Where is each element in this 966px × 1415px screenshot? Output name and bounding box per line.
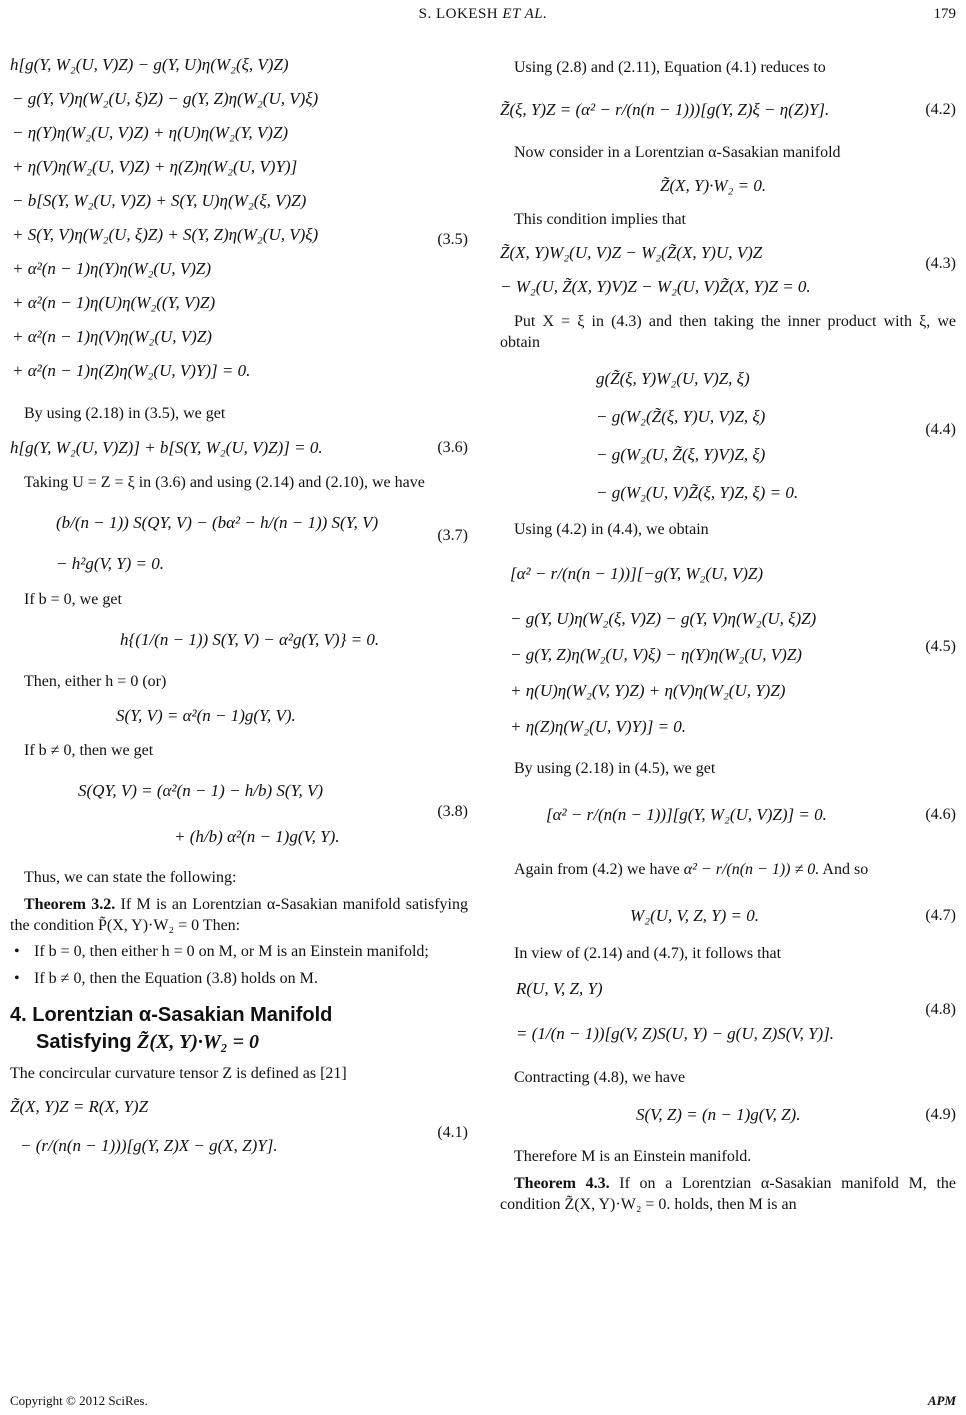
eq45-number: (4.5) xyxy=(925,637,956,655)
eq-h0-body: S(Y, V) = α²(n − 1)g(Y, V). xyxy=(116,706,296,726)
eq35-line: + η(V)η(W₂(U, V)Z) + η(Z)η(W₂(U, V)Y)] xyxy=(12,157,298,176)
section-subtitle-equation: Z̃(X, Y)·W₂ = 0 xyxy=(137,1030,260,1053)
running-header xyxy=(0,6,966,23)
eq47-number: (4.7) xyxy=(925,906,956,924)
eq48-line: = (1/(n − 1))[g(V, Z)S(U, Y) − g(U, Z)S(V, Y)]. xyxy=(516,1024,835,1044)
eq45-line: + η(U)η(W₂(V, Y)Z) + η(V)η(W₂(U, Y)Z) xyxy=(510,680,786,700)
section-title-line: 4. Lorentzian α-Sasakian Manifold xyxy=(10,1003,333,1026)
eq41-line: Z̃(X, Y)Z = R(X, Y)Z xyxy=(10,1096,149,1116)
equation-b-zero xyxy=(10,616,468,664)
eq38-line: S(QY, V) = (α²(n − 1) − h/b) S(Y, V) xyxy=(78,780,324,800)
eq46-number: (4.6) xyxy=(925,805,956,823)
eq47-body: W₂(U, V, Z, Y) = 0. xyxy=(630,905,759,925)
header-etal: ET AL. xyxy=(502,6,548,22)
paragraph: If b = 0, we get xyxy=(24,590,122,608)
eq36-body: h[g(Y, W₂(U, V)Z)] + b[S(Y, W₂(U, V)Z)] = 0. xyxy=(10,437,323,457)
eq43-line: − W₂(U, Z̃(X, Y)V)Z − W₂(U, V)Z̃(X, Y)Z = 0. xyxy=(500,277,811,297)
section-subtitle-prefix: Satisfying xyxy=(36,1030,132,1053)
copyright-footer: Copyright © 2012 SciRes. xyxy=(10,1393,148,1408)
eq44-line: − g(W₂(U, Z̃(ξ, Y)V)Z, ξ) xyxy=(596,444,766,464)
eq36-number: (3.6) xyxy=(437,438,468,456)
theorem-4-3 xyxy=(500,1174,956,1216)
p7-equation: α² − r/(n(n − 1)) ≠ 0. xyxy=(683,860,820,878)
paragraph: Thus, we can state the following: xyxy=(24,868,237,886)
paragraph: Put X = ξ in (4.3) and then taking the inner product with ξ, we obtain xyxy=(500,313,956,352)
eq43-number: (4.3) xyxy=(925,255,956,273)
theorem-conditions xyxy=(10,942,468,990)
eq45-line: [α² − r/(n(n − 1))][−g(Y, W₂(U, V)Z) xyxy=(510,563,763,583)
eq49-number: (4.9) xyxy=(925,1106,956,1124)
list-item: • If b = 0, then either h = 0 on M, or M is an Einstein manifold; xyxy=(10,942,468,963)
eq42-number: (4.2) xyxy=(925,100,956,118)
eq44-number: (4.4) xyxy=(925,420,956,438)
equation-4-1 xyxy=(10,1091,468,1169)
paragraph: The concircular curvature tensor Z is defined as [21] xyxy=(10,1064,347,1082)
header-authors: S. LOKESH xyxy=(418,6,499,22)
eq35-line: + α²(n − 1)η(U)η(W₂((Y, V)Z) xyxy=(12,293,216,312)
paragraph: Then, either h = 0 (or) xyxy=(24,673,167,691)
theorem-label: Theorem 3.2. xyxy=(24,895,116,913)
paragraph: If b ≠ 0, then we get xyxy=(24,742,154,760)
paragraph: By using (2.18) in (4.5), we get xyxy=(514,759,716,777)
eq37-line: − h²g(V, Y) = 0. xyxy=(56,553,165,573)
eq41-number: (4.1) xyxy=(437,1123,468,1141)
eq-b0-body: h{(1/(n − 1)) S(Y, V) − α²g(Y, V)} = 0. xyxy=(120,630,380,650)
paragraph: By using (2.18) in (3.5), we get xyxy=(24,405,226,422)
journal-footer: APM xyxy=(927,1393,956,1408)
theorem-text: If M is an Lorentzian α-Sasakian manifold satisfying the condition P̃(X, Y)·W₂ = 0 Then: xyxy=(10,895,469,934)
eq35-line: − g(Y, V)η(W₂(U, ξ)Z) − g(Y, Z)η(W₂(U, V)ξ) xyxy=(12,89,319,108)
section-subtitle-line xyxy=(10,1029,468,1056)
paragraph: Using (2.8) and (2.11), Equation (4.1) reduces to xyxy=(514,59,826,76)
equation-3-7 xyxy=(10,500,468,582)
paragraph: Therefore M is an Einstein manifold. xyxy=(514,1148,752,1166)
eq35-line: − b[S(Y, W₂(U, V)Z) + S(Y, U)η(W₂(ξ, V)Z) xyxy=(12,191,307,210)
p7-prefix: Again from (4.2) we have xyxy=(514,860,680,878)
equation-3-8 xyxy=(10,768,468,860)
eq-condition-body: Z̃(X, Y)·W₂ = 0. xyxy=(660,175,767,195)
eq45-line: − g(Y, Z)η(W₂(U, V)ξ) − η(Y)η(W₂(U, V)Z) xyxy=(510,644,802,664)
list-item: • If b ≠ 0, then the Equation (3.8) holds on M. xyxy=(10,969,468,990)
eq49-body: S(V, Z) = (n − 1)g(V, Z). xyxy=(636,1105,801,1125)
paragraph: Taking U = Z = ξ in (3.6) and using (2.14) and (2.10), we have xyxy=(24,473,425,491)
eq38-number: (3.8) xyxy=(437,802,468,820)
eq42-body: Z̃(ξ, Y)Z = (α² − r/(n(n − 1)))[g(Y, Z)ξ − η(Z)Y]. xyxy=(500,99,830,119)
eq43-line: Z̃(X, Y)W₂(U, V)Z − W₂(Z̃(X, Y)U, V)Z xyxy=(500,243,763,263)
eq35-number: (3.5) xyxy=(437,231,468,248)
eq35-line: + α²(n − 1)η(Z)η(W₂(U, V)Y)] = 0. xyxy=(12,361,251,380)
paragraph: Using (4.2) in (4.4), we obtain xyxy=(514,520,709,538)
equation-4-3 xyxy=(500,236,956,304)
section-heading xyxy=(10,1002,468,1056)
equation-3-6 xyxy=(10,431,468,465)
equation-4-9 xyxy=(500,1095,956,1135)
equation-4-8 xyxy=(500,970,956,1060)
paragraph: This condition implies that xyxy=(514,210,686,228)
theorem-3-2 xyxy=(10,895,468,937)
theorem-text: If on a Lorentzian α-Sasakian manifold M, the condition Z̃(X, Y)·W₂ = 0. holds, then M is an xyxy=(500,1174,956,1213)
eq35-line: + α²(n − 1)η(V)η(W₂(U, V)Z) xyxy=(12,327,212,346)
equation-4-4 xyxy=(500,360,956,512)
right-column xyxy=(500,40,956,1222)
page-number: 179 xyxy=(933,6,956,22)
theorem-label: Theorem 4.3. xyxy=(514,1174,610,1192)
paragraph: In view of (2.14) and (4.7), it follows that xyxy=(514,944,782,962)
eq44-line: − g(W₂(U, V)Z̃(ξ, Y)Z, ξ) = 0. xyxy=(596,482,799,502)
eq35-line: + α²(n − 1)η(Y)η(W₂(U, V)Z) xyxy=(12,259,212,278)
paragraph xyxy=(500,852,956,888)
eq38-line: + (h/b) α²(n − 1)g(V, Y). xyxy=(174,826,340,846)
eq35-line: + S(Y, V)η(W₂(U, ξ)Z) + S(Y, Z)η(W₂(U, V)ξ) xyxy=(12,225,319,244)
equation-h-zero xyxy=(10,699,468,733)
eq44-line: − g(W₂(Z̃(ξ, Y)U, V)Z, ξ) xyxy=(596,406,766,426)
eq37-line: (b/(n − 1)) S(QY, V) − (bα² − h/(n − 1)) S(Y, V) xyxy=(56,512,379,532)
eq44-line: g(Z̃(ξ, Y)W₂(U, V)Z, ξ) xyxy=(596,368,750,388)
eq35-line: h[g(Y, W₂(U, V)Z) − g(Y, U)η(W₂(ξ, V)Z) xyxy=(10,55,289,74)
eq48-number: (4.8) xyxy=(925,1001,956,1019)
equation-4-6 xyxy=(500,786,956,844)
eq35-line: − η(Y)η(W₂(U, V)Z) + η(U)η(W₂(Y, V)Z) xyxy=(12,123,289,142)
equation-3-5 xyxy=(10,40,468,394)
eq41-line: − (r/(n(n − 1)))[g(Y, Z)X − g(X, Z)Y]. xyxy=(20,1135,278,1155)
eq48-line: R(U, V, Z, Y) xyxy=(516,979,603,999)
equation-4-5 xyxy=(500,547,956,745)
eq46-body: [α² − r/(n(n − 1))][g(Y, W₂(U, V)Z)] = 0. xyxy=(546,804,827,824)
equation-4-2 xyxy=(500,85,956,135)
eq37-number: (3.7) xyxy=(437,526,468,544)
left-column xyxy=(10,40,468,1169)
eq45-line: + η(Z)η(W₂(U, V)Y)] = 0. xyxy=(510,716,687,736)
p7-suffix: And so xyxy=(822,860,869,878)
paragraph: Contracting (4.8), we have xyxy=(514,1069,686,1087)
equation-condition xyxy=(500,170,956,202)
paragraph: Now consider in a Lorentzian α-Sasakian manifold xyxy=(514,143,841,161)
eq45-line: − g(Y, U)η(W₂(ξ, V)Z) − g(Y, V)η(W₂(U, ξ)Z) xyxy=(510,608,817,628)
equation-4-7 xyxy=(500,896,956,936)
